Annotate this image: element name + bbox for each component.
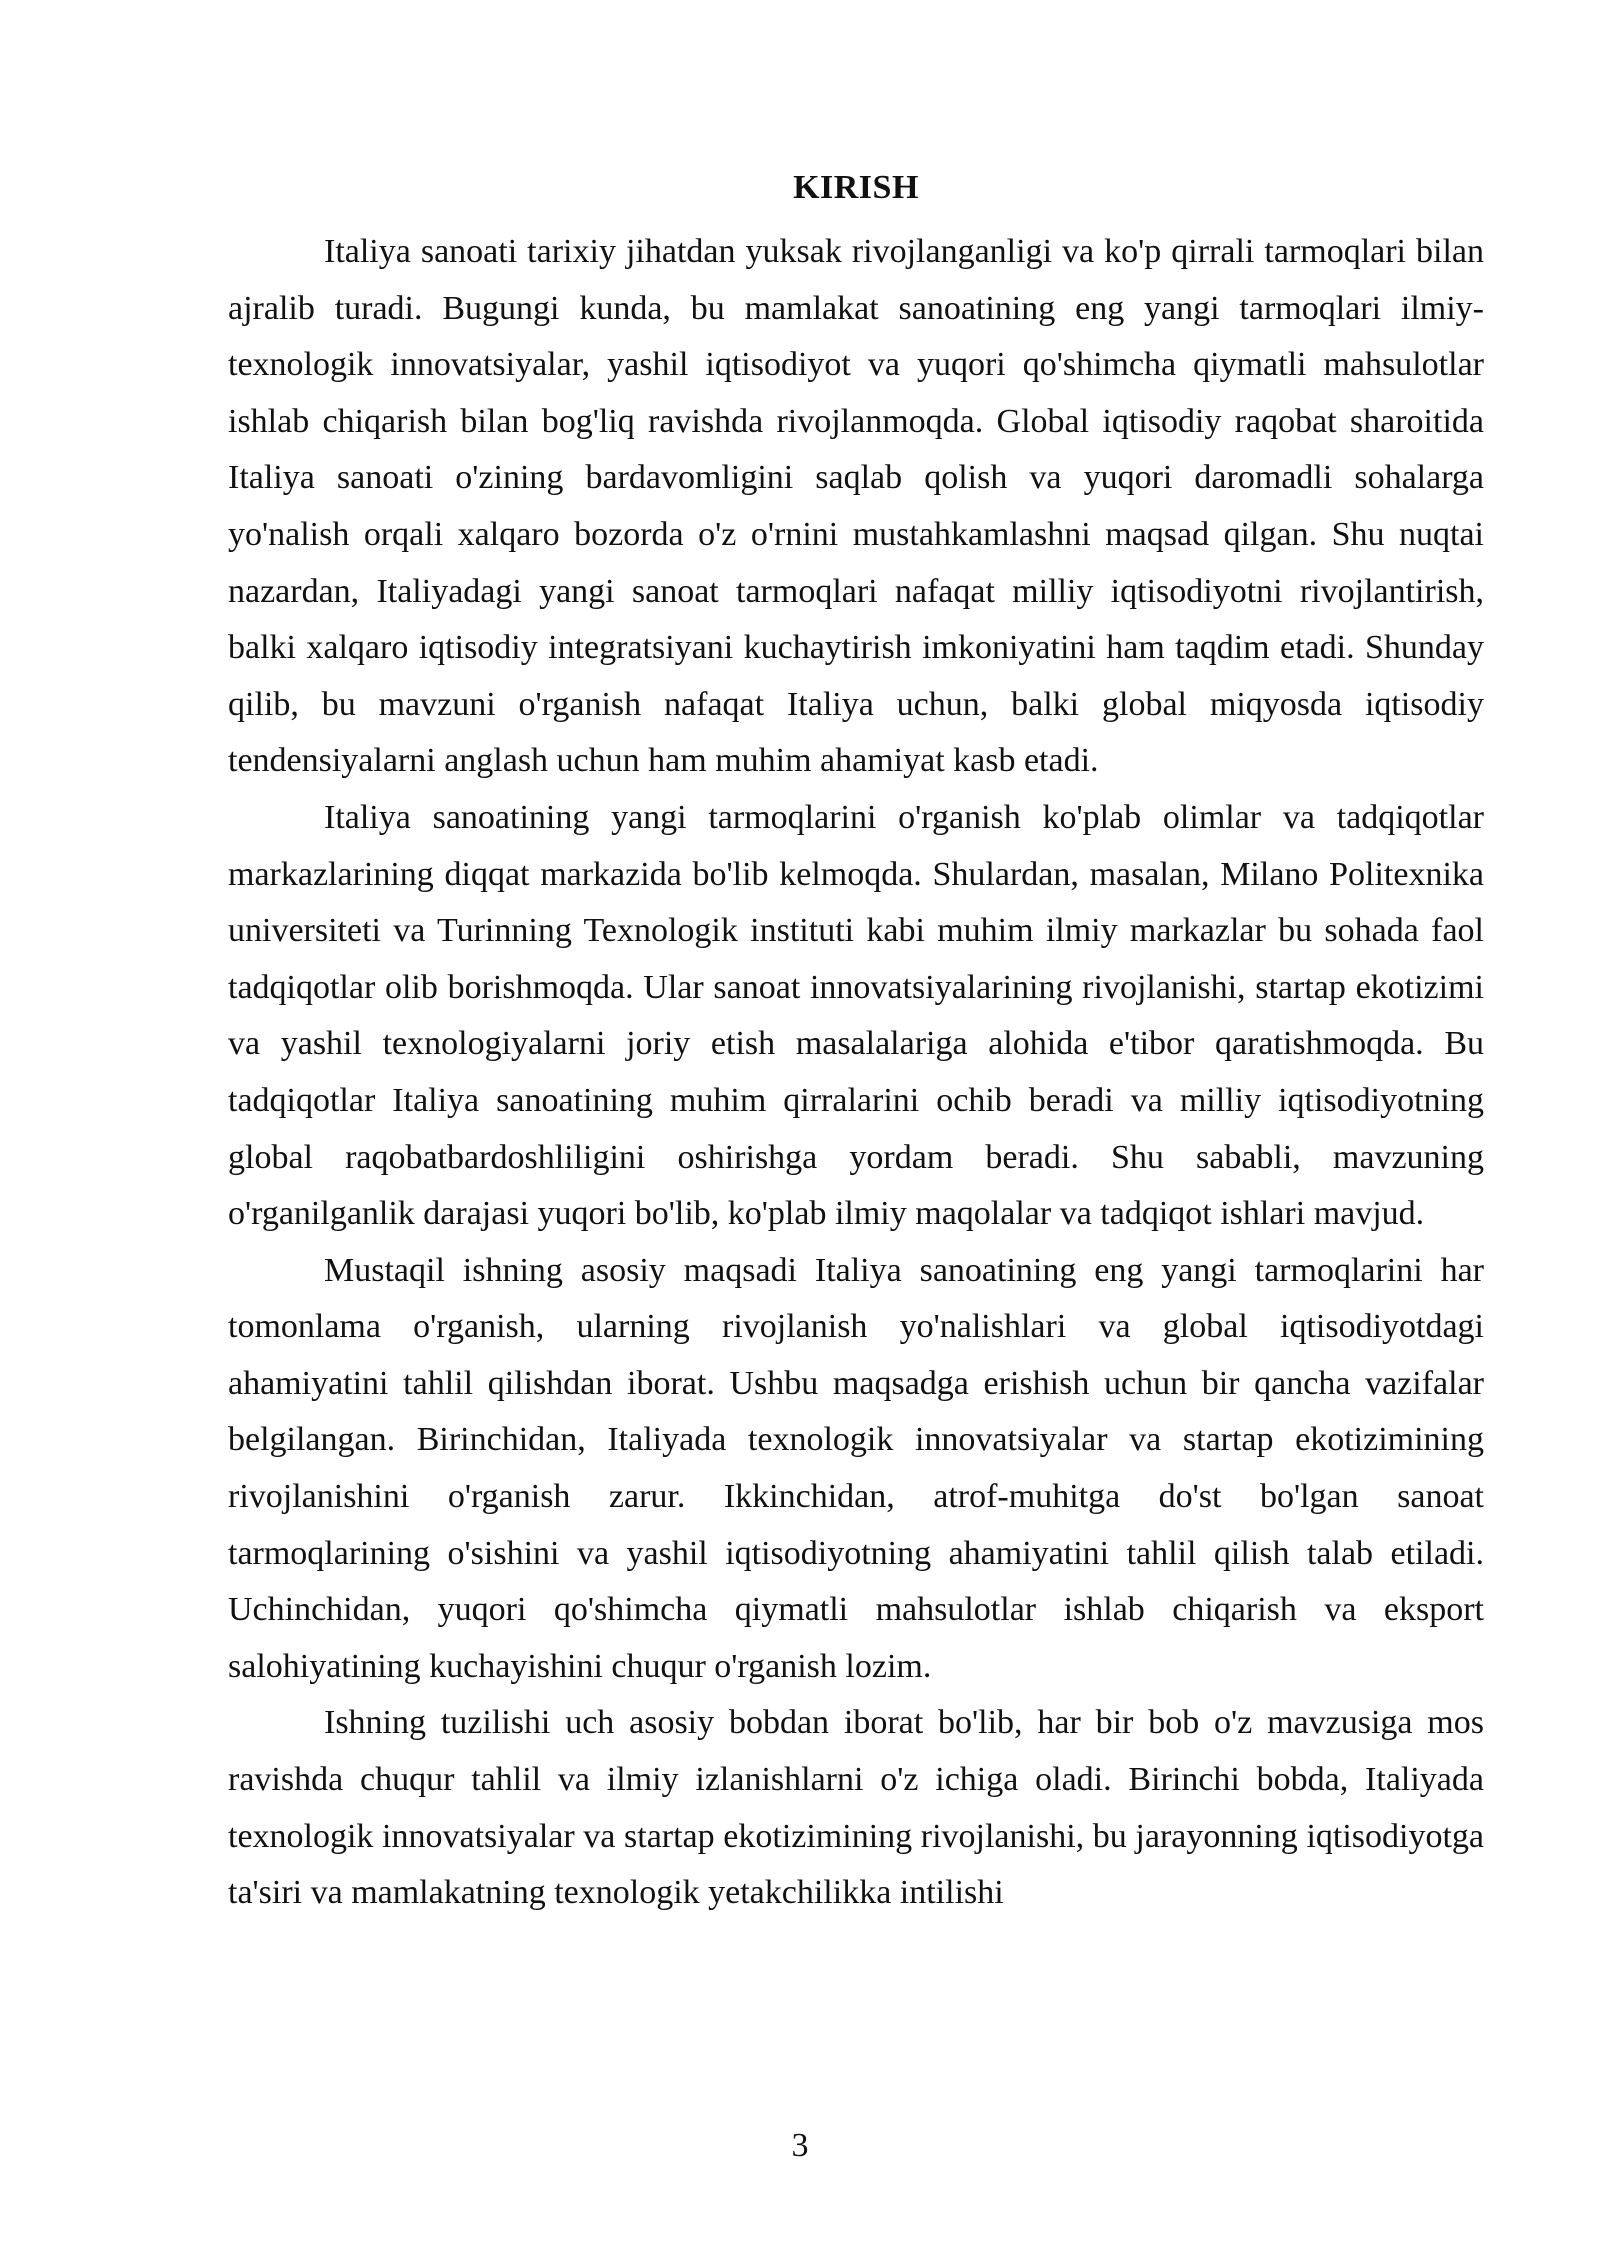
- page-body: [228, 160, 1484, 1922]
- page-number: 3: [791, 2127, 809, 2164]
- paragraph-structure: Ishning tuzilishi uch asosiy bobdan iborat bo'lib, har bir bob o'z mavzusiga mos ravishda chuqur tahlil va ilmiy izlanishlarni o'z ichiga oladi. Birinchi bobda, Italiyada texnologik innovatsiyalar va startap ekotizimining rivojlanishi, bu jarayonning iqtisodiyotga ta'siri va mamlakatning texnologik yetakchilikka intilishi: [228, 1704, 1484, 1912]
- section-title: KIRISH: [793, 169, 919, 206]
- paragraph-intro: Italiya sanoati tarixiy jihatdan yuksak rivojlanganligi va ko'p qirrali tarmoqlari bilan ajralib turadi. Bugungi kunda, bu mamlakat sanoatining eng yangi tarmoqlari ilmiy-texnologik innovatsiyalar, yashil iqtisodiyot va yuqori qo'shimcha qiymatli mahsulotlar ishlab chiqarish bilan bog'liq ravishda rivojlanmoqda. Global iqtisodiy raqobat sharoitida Italiya sanoati o'zining bardavomligini saqlab qolish va yuqori daromadli sohalarga yo'nalish orqali xalqaro bozorda o'z o'rnini mustahkamlashni maqsad qilgan. Shu nuqtai nazardan, Italiyadagi yangi sanoat tarmoqlari nafaqat milliy iqtisodiyotni rivojlantirish, balki xalqaro iqtisodiy integratsiyani kuchaytirish imkoniyatini ham taqdim etadi. Shunday qilib, bu mavzuni o'rganish nafaqat Italiya uchun, balki global miqyosda iqtisodiy tendensiyalarni anglash uchun ham muhim ahamiyat kasb etadi.: [228, 233, 1484, 780]
- paragraph-goals: Mustaqil ishning asosiy maqsadi Italiya sanoatining eng yangi tarmoqlarini har tomonlama o'rganish, ularning rivojlanish yo'nalishlari va global iqtisodiyotdagi ahamiyatini tahlil qilishdan iborat. Ushbu maqsadga erishish uchun bir qancha vazifalar belgilangan. Birinchidan, Italiyada texnologik innovatsiyalar va startap ekotizimining rivojlanishini o'rganish zarur. Ikkinchidan, atrof-muhitga do'st bo'lgan sanoat tarmoqlarining o'sishini va yashil iqtisodiyotning ahamiyatini tahlil qilish talab etiladi. Uchinchidan, yuqori qo'shimcha qiymatli mahsulotlar ishlab chiqarish va eksport salohiyatining kuchayishini chuqur o'rganish lozim.: [228, 1251, 1484, 1685]
- paragraph-research-review: Italiya sanoatining yangi tarmoqlarini o'rganish ko'plab olimlar va tadqiqotlar markazlarining diqqat markazida bo'lib kelmoqda. Shulardan, masalan, Milano Politexnika universiteti va Turinning Texnologik instituti kabi muhim ilmiy markazlar bu sohada faol tadqiqotlar olib borishmoqda. Ular sanoat innovatsiyalarining rivojlanishi, startap ekotizimi va yashil texnologiyalarni joriy etish masalalariga alohida e'tibor qaratishmoqda. Bu tadqiqotlar Italiya sanoatining muhim qirralarini ochib beradi va milliy iqtisodiyotning global raqobatbardoshliligini oshirishga yordam beradi. Shu sababli, mavzuning o'rganilganlik darajasi yuqori bo'lib, ko'plab ilmiy maqolalar va tadqiqot ishlari mavjud.: [228, 798, 1484, 1233]
